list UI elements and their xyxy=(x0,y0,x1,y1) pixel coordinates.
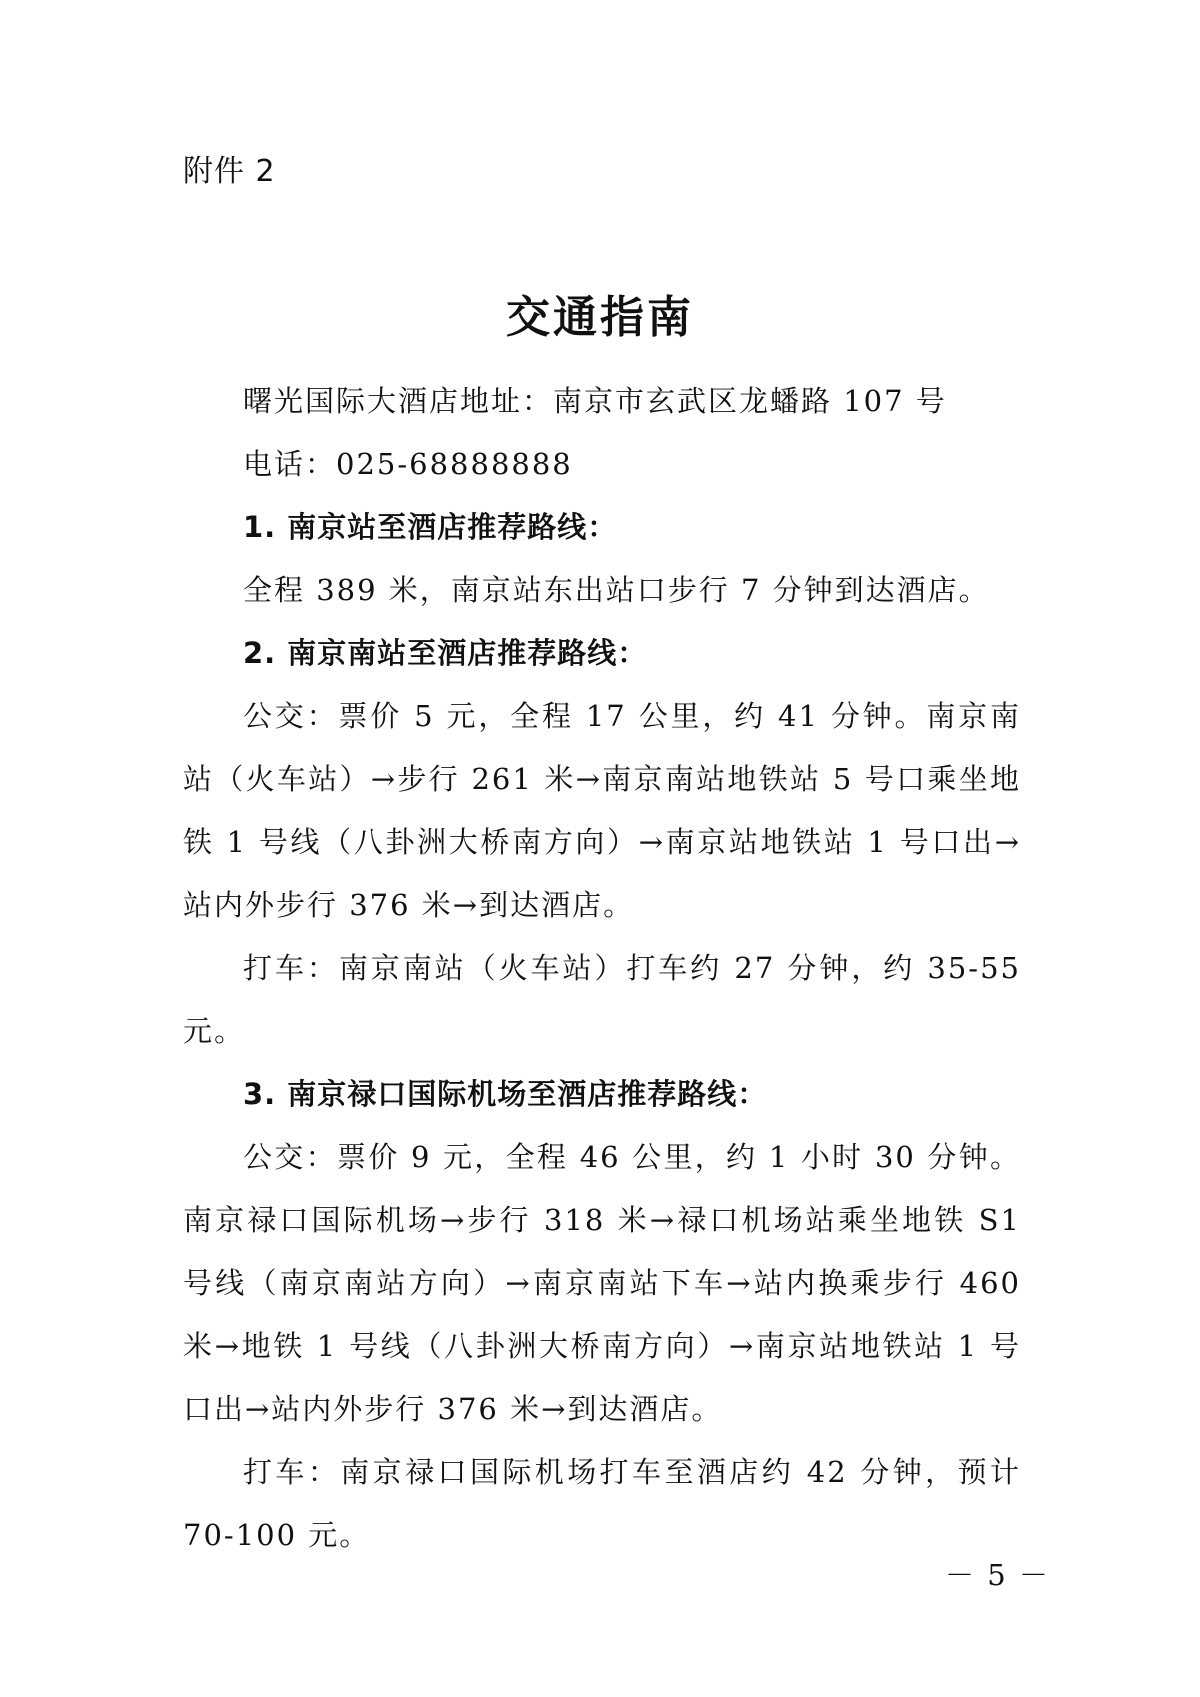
document-body xyxy=(183,370,1021,1567)
attachment-label: 附件 2 xyxy=(183,154,276,189)
section-paragraph: 公交：票价 9 元，全程 46 公里，约 1 小时 30 分钟。南京禄口国际机场→步行 318 米→禄口机场站乘坐地铁 S1 号线（南京南站方向）→南京南站下车→站内换乘步行 460 米→地铁 1 号线（八卦洲大桥南方向）→南京站地铁站 1 号口出→站内外步行 376 米→到达酒店。 xyxy=(183,1140,1021,1426)
page-title: 交通指南 xyxy=(506,292,694,343)
section-paragraph: 打车：南京禄口国际机场打车至酒店约 42 分钟，预计 70-100 元。 xyxy=(183,1455,1021,1552)
hotel-address: 曙光国际大酒店地址：南京市玄武区龙蟠路 107 号 xyxy=(243,384,947,418)
hotel-phone: 电话：025-68888888 xyxy=(243,447,573,481)
section-paragraph: 公交：票价 5 元，全程 17 公里，约 41 分钟。南京南站（火车站）→步行 261 米→南京南站地铁站 5 号口乘坐地铁 1 号线（八卦洲大桥南方向）→南京站地铁站 1 号口出→站内外步行 376 米→到达酒店。 xyxy=(183,699,1021,922)
page-number: － 5 － xyxy=(945,1558,1050,1592)
section-heading-lukou-airport: 3. 南京禄口国际机场至酒店推荐路线： xyxy=(243,1077,768,1111)
section-heading-nanjing-south-station: 2. 南京南站至酒店推荐路线： xyxy=(243,636,648,670)
section-heading-nanjing-station: 1. 南京站至酒店推荐路线： xyxy=(243,510,618,544)
section-paragraph: 打车：南京南站（火车站）打车约 27 分钟，约 35-55 元。 xyxy=(183,951,1021,1048)
section-paragraph: 全程 389 米，南京站东出站口步行 7 分钟到达酒店。 xyxy=(243,573,990,607)
